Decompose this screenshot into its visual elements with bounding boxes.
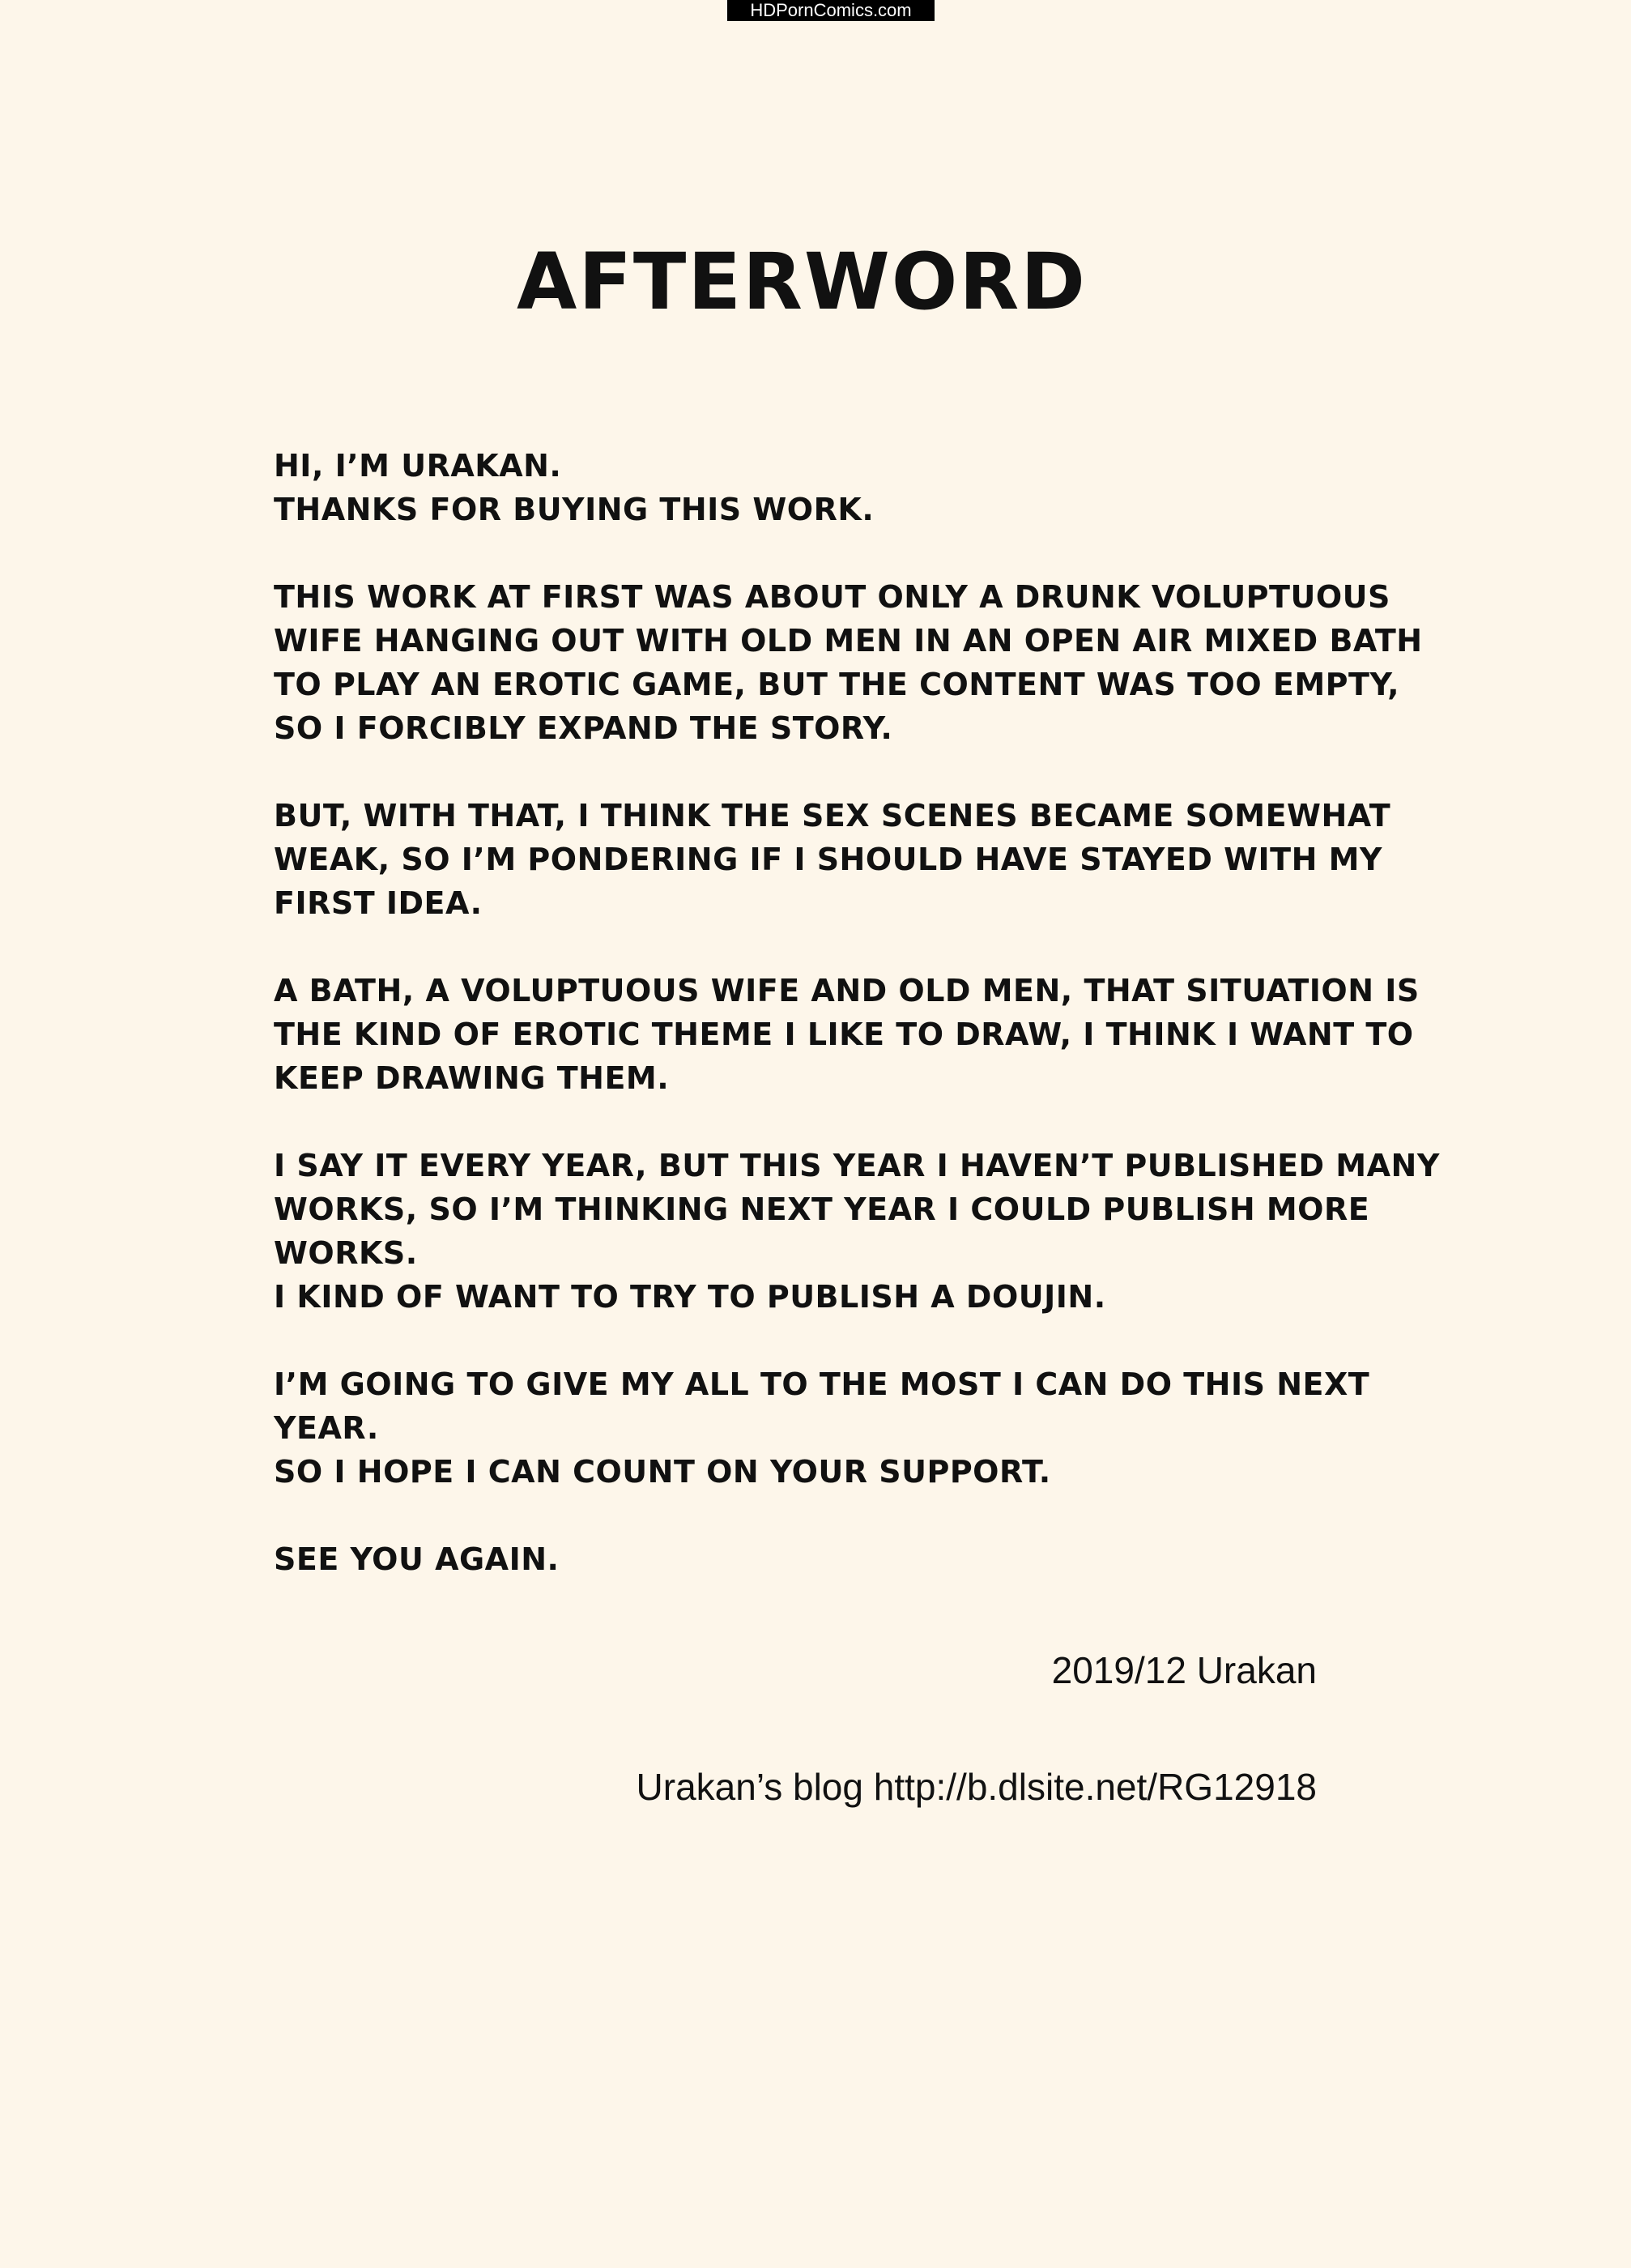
text-line: BUT, WITH THAT, I THINK THE SEX SCENES BECAME SOMEWHAT [274, 798, 1391, 833]
text-line: FIRST IDEA. [274, 885, 483, 921]
signature-date: 2019/12 Urakan [1051, 1649, 1317, 1691]
text-line: WEAK, SO I’M PONDERING IF I SHOULD HAVE STAYED WITH MY [274, 842, 1382, 877]
paragraph-theme [274, 969, 1420, 1100]
text-line: THANKS FOR BUYING THIS WORK. [274, 492, 875, 527]
text-line: I’M GOING TO GIVE MY ALL TO THE MOST I CAN DO THIS NEXT [274, 1366, 1370, 1402]
blog-link-text: Urakan’s blog http://b.dlsite.net/RG12918 [636, 1766, 1317, 1808]
afterword-body [274, 444, 1440, 1625]
text-line: I SAY IT EVERY YEAR, BUT THIS YEAR I HAVEN’T PUBLISHED MANY [274, 1148, 1440, 1183]
text-line: SO I FORCIBLY EXPAND THE STORY. [274, 710, 893, 746]
paragraph-farewell [274, 1537, 1391, 1581]
text-line: WORKS, SO I’M THINKING NEXT YEAR I COULD PUBLISH MORE [274, 1192, 1370, 1227]
text-line: YEAR. [274, 1410, 379, 1446]
text-line: THIS WORK AT FIRST WAS ABOUT ONLY A DRUNK VOLUPTUOUS [274, 579, 1390, 615]
text-line: I KIND OF WANT TO TRY TO PUBLISH A DOUJIN. [274, 1279, 1106, 1315]
paragraph-support [274, 1362, 1391, 1494]
text-line: THE KIND OF EROTIC THEME I LIKE TO DRAW, I THINK I WANT TO [274, 1017, 1414, 1052]
page-title: AFTERWORD [517, 237, 1087, 327]
text-line: HI, I’M URAKAN. [274, 448, 562, 484]
text-line: SO I HOPE I CAN COUNT ON YOUR SUPPORT. [274, 1454, 1051, 1490]
text-line: WORKS. [274, 1235, 418, 1271]
text-line: TO PLAY AN EROTIC GAME, BUT THE CONTENT WAS TOO EMPTY, [274, 667, 1400, 702]
paragraph-plans [274, 1144, 1440, 1319]
text-line: SEE YOU AGAIN. [274, 1541, 560, 1577]
paragraph-reflection [274, 794, 1391, 925]
paragraph-story [274, 575, 1423, 750]
paragraph-greeting [274, 444, 1391, 531]
text-line: A BATH, A VOLUPTUOUS WIFE AND OLD MEN, THAT SITUATION IS [274, 973, 1420, 1008]
watermark-banner: HDPornComics.com [727, 0, 935, 21]
text-line: KEEP DRAWING THEM. [274, 1060, 670, 1096]
text-line: WIFE HANGING OUT WITH OLD MEN IN AN OPEN AIR MIXED BATH [274, 623, 1423, 659]
